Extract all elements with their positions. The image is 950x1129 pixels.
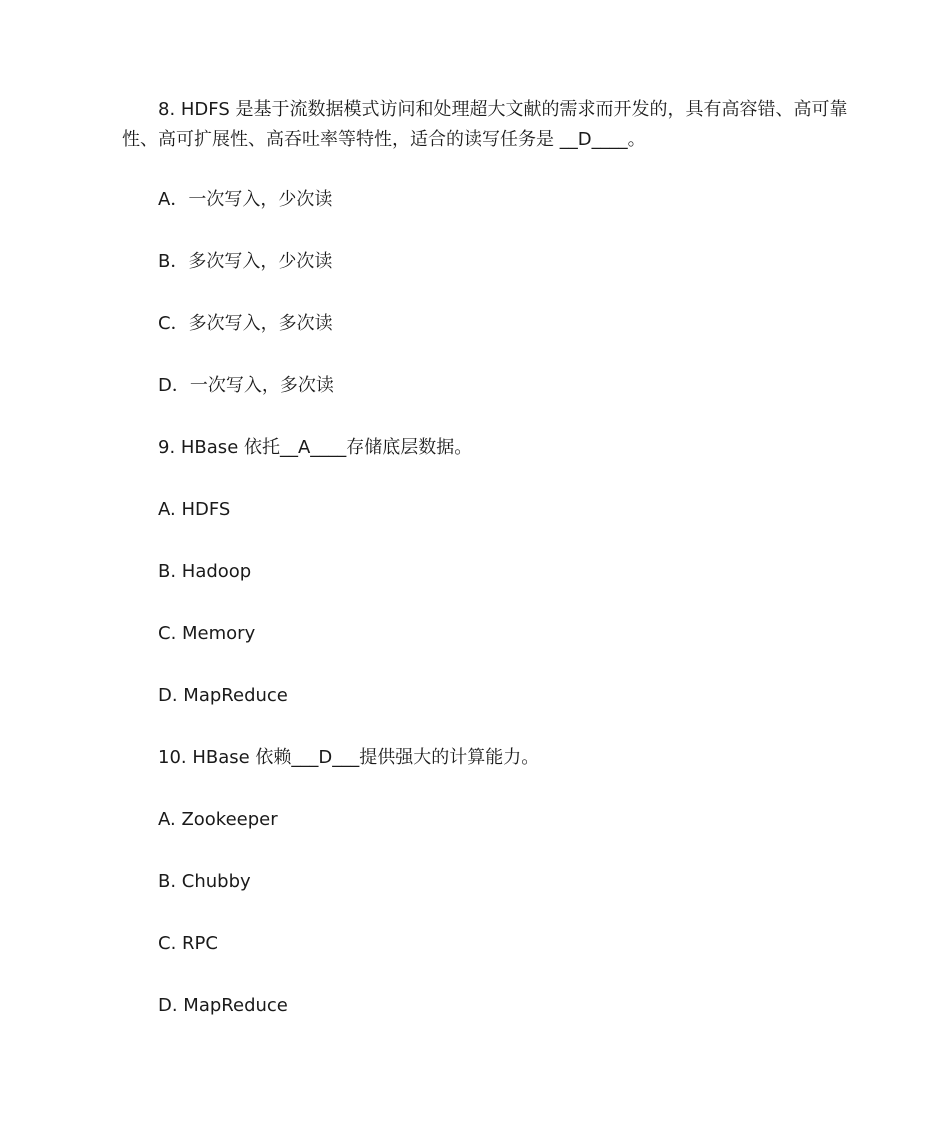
question-10-option-b: B. Chubby [158, 871, 251, 892]
question-8-option-b: B．多次写入，少次读 [158, 251, 333, 272]
question-8-option-a: A．一次写入，少次读 [158, 189, 333, 210]
question-9-option-a: A. HDFS [158, 499, 231, 520]
question-9-stem: 9. HBase 依托__A____存储底层数据。 [158, 437, 473, 458]
question-8-option-c: C．多次写入，多次读 [158, 313, 333, 334]
question-9-option-b: B. Hadoop [158, 561, 252, 582]
question-10-option-a: A. Zookeeper [158, 809, 278, 830]
question-10-option-d: D. MapReduce [158, 995, 288, 1016]
question-10-stem: 10. HBase 依赖___D___提供强大的计算能力。 [158, 747, 540, 768]
question-9-option-c: C. Memory [158, 623, 256, 644]
question-9-option-d: D. MapReduce [158, 685, 288, 706]
question-8-option-d: D．一次写入，多次读 [158, 375, 334, 396]
question-10-option-c: C. RPC [158, 933, 218, 954]
question-8-stem-line-1: 8. HDFS 是基于流数据模式访问和处理超大文献的需求而开发的，具有高容错、高可靠 [158, 99, 848, 120]
question-8-stem-line-2: 性、高可扩展性、高吞吐率等特性，适合的读写任务是 __D____。 [122, 129, 646, 150]
